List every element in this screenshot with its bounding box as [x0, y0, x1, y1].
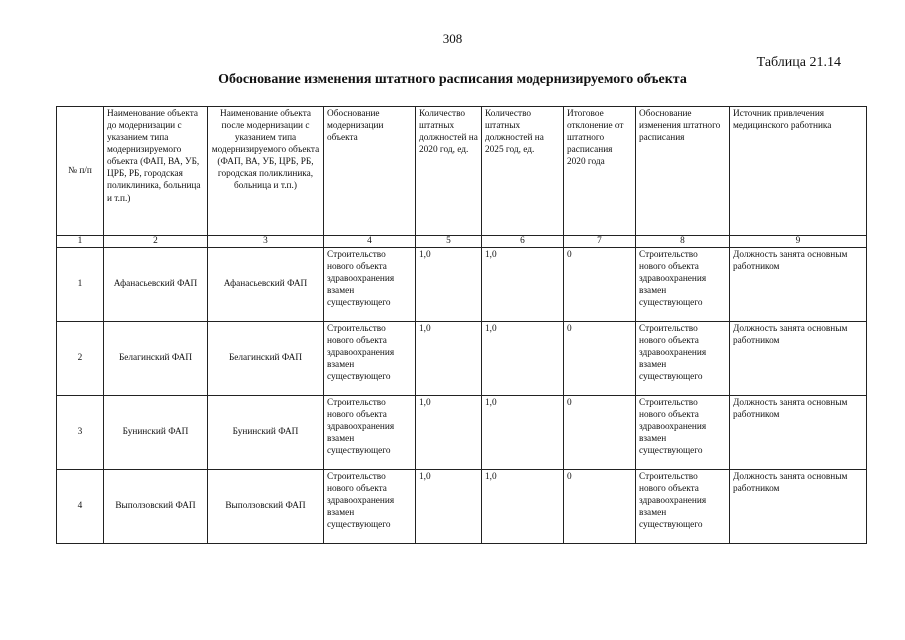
change-reason-cell: Строительство нового объекта здравоохранения взамен существующего	[636, 248, 730, 322]
justification-cell: Строительство нового объекта здравоохранения взамен существующего	[324, 322, 416, 396]
header-cell-deviation: Итоговое отклонение от штатного расписания 2020 года	[564, 107, 636, 236]
header-cell-object-after: Наименование объекта после модернизации с указанием типа модернизируемого объекта (ФАП, ВА, УБ, ЦРБ, РБ, городская поликлиника, больница и т.п.)	[208, 107, 324, 236]
row-number-cell: 2	[57, 322, 104, 396]
table-header-row	[57, 107, 867, 236]
source-cell: Должность занята основным работником	[730, 248, 867, 322]
object-before-cell: Белагинский ФАП	[104, 322, 208, 396]
column-number-row	[57, 236, 867, 248]
source-cell: Должность занята основным работником	[730, 322, 867, 396]
change-reason-cell: Строительство нового объекта здравоохранения взамен существующего	[636, 322, 730, 396]
staff-2020-cell: 1,0	[416, 396, 482, 470]
justification-cell: Строительство нового объекта здравоохранения взамен существующего	[324, 396, 416, 470]
column-number: 2	[104, 236, 208, 248]
table-row	[57, 470, 867, 544]
column-number: 1	[57, 236, 104, 248]
table-row	[57, 396, 867, 470]
object-before-cell: Выползовский ФАП	[104, 470, 208, 544]
table-label: Таблица 21.14	[756, 55, 841, 70]
table-row	[57, 322, 867, 396]
row-number-cell: 3	[57, 396, 104, 470]
deviation-cell: 0	[564, 396, 636, 470]
change-reason-cell: Строительство нового объекта здравоохранения взамен существующего	[636, 470, 730, 544]
source-cell: Должность занята основным работником	[730, 470, 867, 544]
row-number-cell: 4	[57, 470, 104, 544]
deviation-cell: 0	[564, 470, 636, 544]
staff-2025-cell: 1,0	[482, 248, 564, 322]
staff-2025-cell: 1,0	[482, 470, 564, 544]
object-before-cell: Бунинский ФАП	[104, 396, 208, 470]
staff-2025-cell: 1,0	[482, 322, 564, 396]
staff-2020-cell: 1,0	[416, 322, 482, 396]
page-number: 308	[442, 31, 463, 46]
justification-cell: Строительство нового объекта здравоохранения взамен существующего	[324, 248, 416, 322]
header-cell-number: № п/п	[57, 107, 104, 236]
header-cell-change-reason: Обоснование изменения штатного расписания	[636, 107, 730, 236]
header-cell-justification: Обоснование модернизации объекта	[324, 107, 416, 236]
column-number: 7	[564, 236, 636, 248]
object-after-cell: Выползовский ФАП	[208, 470, 324, 544]
header-cell-source: Источник привлечения медицинского работника	[730, 107, 867, 236]
column-number: 9	[730, 236, 867, 248]
row-number-cell: 1	[57, 248, 104, 322]
document-title: Обоснование изменения штатного расписания модернизируемого объекта	[218, 72, 687, 87]
source-cell: Должность занята основным работником	[730, 396, 867, 470]
object-after-cell: Афанасьевский ФАП	[208, 248, 324, 322]
column-number: 6	[482, 236, 564, 248]
header-cell-object-before: Наименование объекта до модернизации с указанием типа модернизируемого объекта (ФАП, ВА, УБ, ЦРБ, РБ, городская поликлиника, больница и т.п.)	[104, 107, 208, 236]
staff-2020-cell: 1,0	[416, 248, 482, 322]
staffing-table	[56, 106, 867, 544]
column-number: 5	[416, 236, 482, 248]
table-row	[57, 248, 867, 322]
deviation-cell: 0	[564, 248, 636, 322]
change-reason-cell: Строительство нового объекта здравоохранения взамен существующего	[636, 396, 730, 470]
staff-2020-cell: 1,0	[416, 470, 482, 544]
object-before-cell: Афанасьевский ФАП	[104, 248, 208, 322]
object-after-cell: Бунинский ФАП	[208, 396, 324, 470]
staff-2025-cell: 1,0	[482, 396, 564, 470]
column-number: 3	[208, 236, 324, 248]
header-cell-staff-2025: Количество штатных должностей на 2025 год, ед.	[482, 107, 564, 236]
header-cell-staff-2020: Количество штатных должностей на 2020 год, ед.	[416, 107, 482, 236]
justification-cell: Строительство нового объекта здравоохранения взамен существующего	[324, 470, 416, 544]
column-number: 4	[324, 236, 416, 248]
deviation-cell: 0	[564, 322, 636, 396]
object-after-cell: Белагинский ФАП	[208, 322, 324, 396]
column-number: 8	[636, 236, 730, 248]
